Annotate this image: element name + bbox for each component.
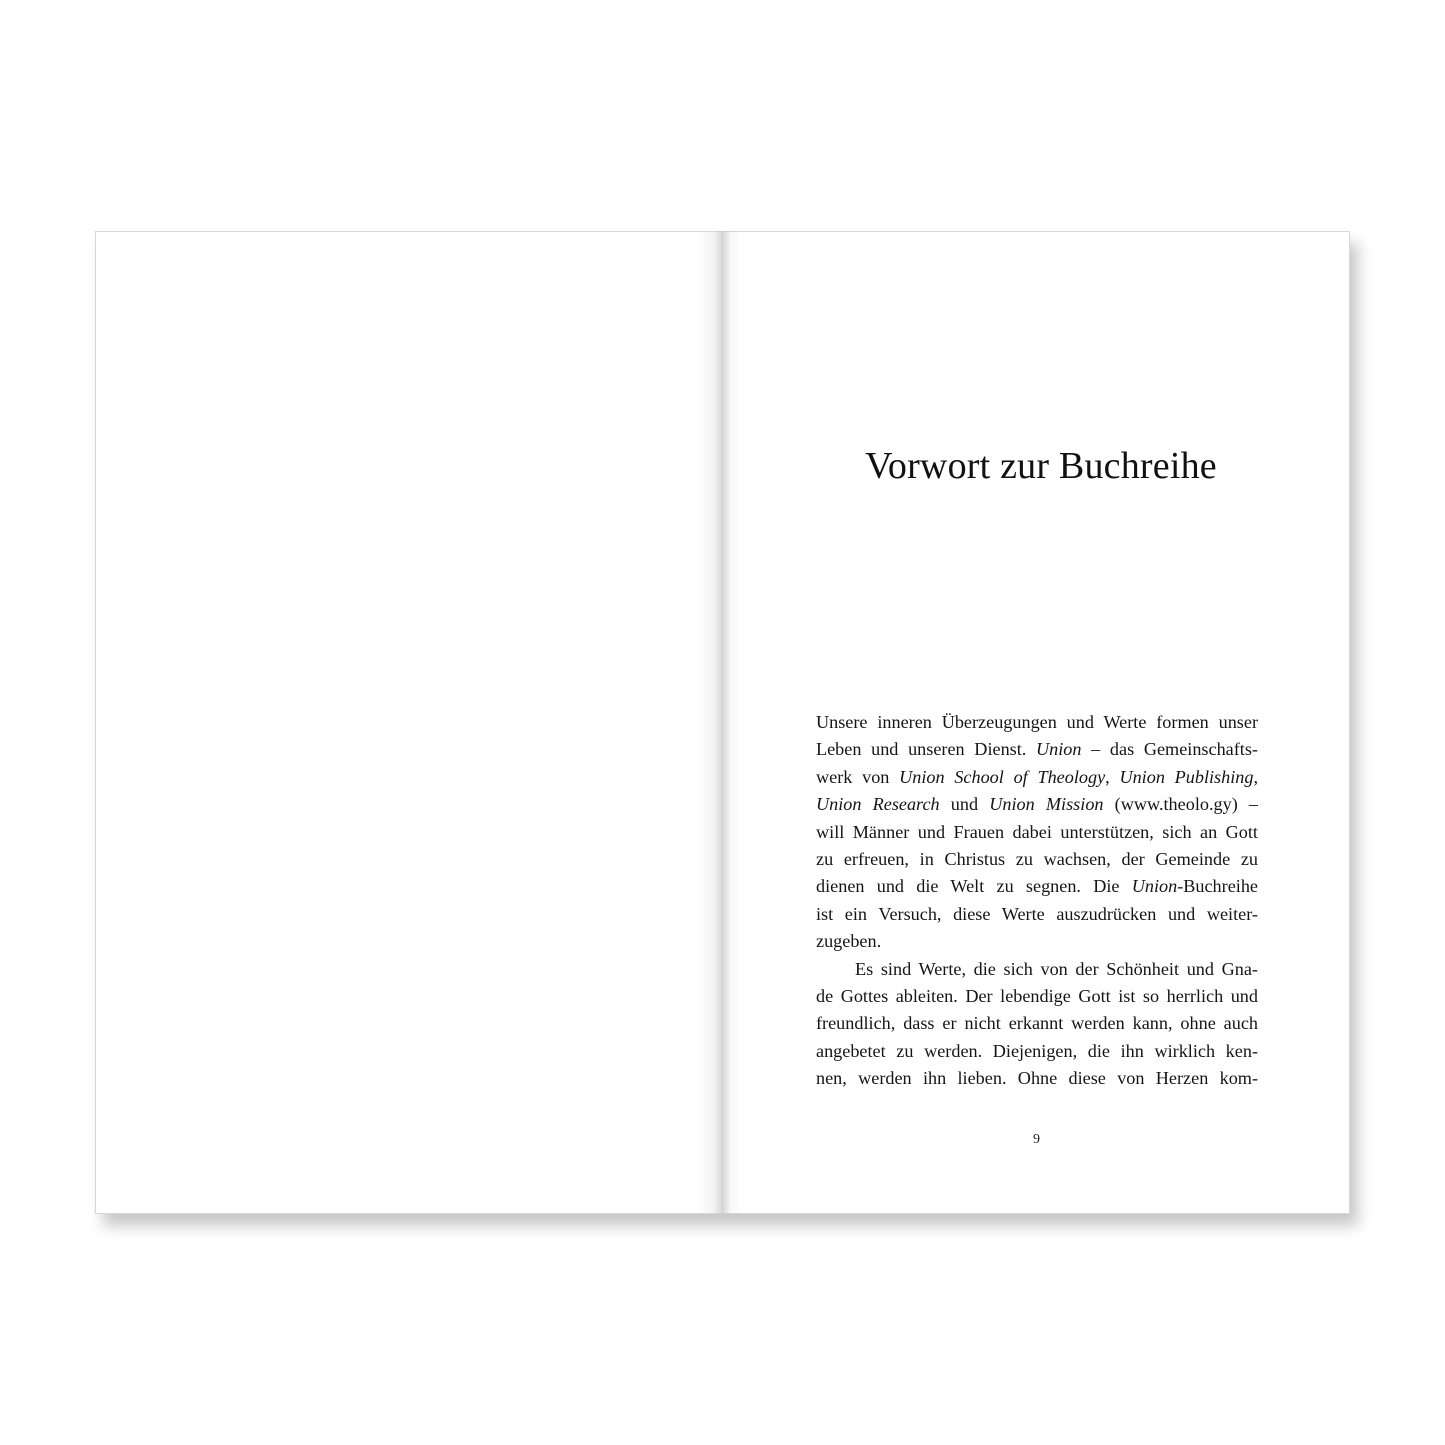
italic-text-run: Union School of Theology [899,766,1106,787]
italic-text-run: Union Publishing [1119,766,1254,787]
text-run: -Buchreihe [1177,876,1258,897]
italic-text-run: Union Mission [989,794,1104,815]
book-spread [95,231,1350,1214]
text-line: zu erfreuen, in Christus zu wachsen, der Gemeinde zu [816,848,1258,869]
page-number: 9 [1033,1132,1040,1147]
text-run: und [939,794,990,815]
text-line [816,873,1258,900]
text-line [816,764,1258,791]
text-line: zugeben. [816,931,882,952]
text-run: , [1253,766,1259,787]
text-run: (www.theolo.gy) – [1103,794,1259,815]
text-run: Leben und unseren Dienst. [816,739,1037,760]
text-line: will Männer und Frauen dabei unterstützen, sich an Gott [816,821,1258,842]
paragraph-2 [816,956,1258,1093]
italic-text-run: Union [1036,739,1082,760]
text-run: , [1105,766,1120,787]
text-line: freundlich, dass er nicht erkannt werden kann, ohne auch [816,1013,1258,1034]
italic-text-run: Union [1131,876,1178,897]
text-line [816,736,1258,763]
text-run: – das Gemeinschafts- [1081,739,1258,760]
body-text [816,709,1258,1092]
text-run: werk von [816,766,900,787]
text-line: nen, werden ihn lieben. Ohne diese von Herzen kom- [816,1068,1258,1089]
text-line [816,791,1258,818]
italic-text-run: Union Research [816,794,940,815]
paragraph-1 [816,709,1258,956]
right-page [722,231,1350,1214]
page-title: Vorwort zur Buchreihe [865,445,1217,487]
text-run: dienen und die Welt zu segnen. Die [816,876,1132,897]
text-line: Unsere inneren Überzeugungen und Werte formen unser [816,712,1258,732]
text-line: de Gottes ableiten. Der lebendige Gott ist so herrlich und [816,985,1258,1006]
text-line: ist ein Versuch, diese Werte auszudrücken und weiter- [816,903,1258,924]
text-line: Es sind Werte, die sich von der Schönheit und Gna- [855,958,1258,979]
text-line: angebetet zu werden. Diejenigen, die ihn wirklich ken- [816,1040,1258,1061]
left-page-blank [95,231,722,1214]
